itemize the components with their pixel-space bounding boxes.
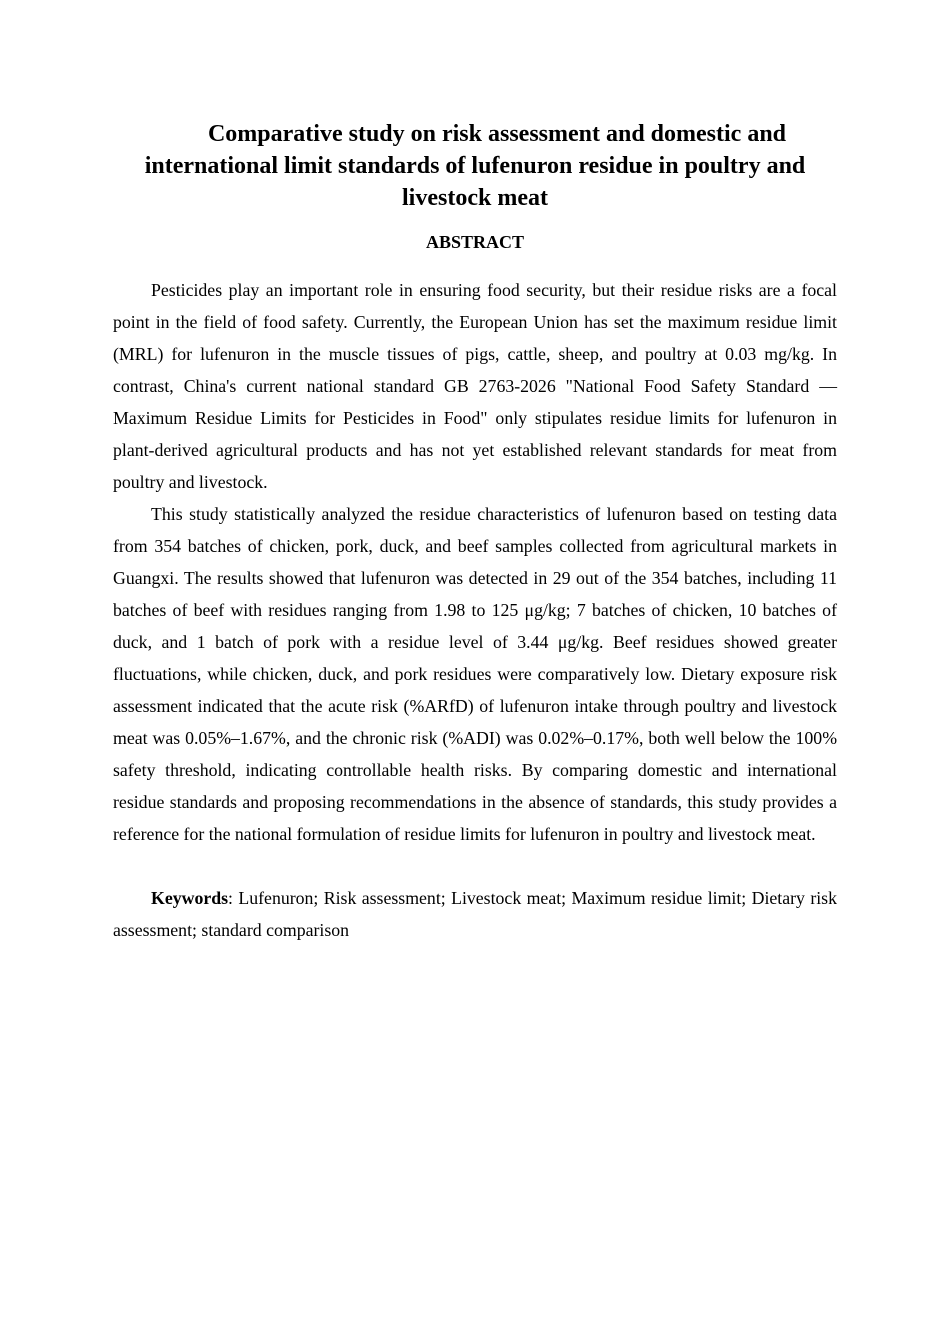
abstract-paragraph-2: This study statistically analyzed the residue characteristics of lufenuron based on testing data from 354 batches of chicken, pork, duck, and beef samples collected from agricultural markets in Guangxi. The results showed that lufenuron was detected in 29 out of the 354 batches, including 11 batches of beef with residues ranging from 1.98 to 125 μg/kg; 7 batches of chicken, 10 batches of duck, and 1 batch of pork with a residue level of 3.44 μg/kg. Beef residues showed greater fluctuations, while chicken, duck, and pork residues were comparatively low. Dietary exposure risk assessment indicated that the acute risk (%ARfD) of lufenuron intake through poultry and livestock meat was 0.05%–1.67%, and the chronic risk (%ADI) was 0.02%–0.17%, both well below the 100% safety threshold, indicating controllable health risks. By comparing domestic and international residue standards and proposing recommendations in the absence of standards, this study provides a reference for the national formulation of residue limits for lufenuron in poultry and livestock meat. [113, 504, 837, 844]
keywords-line [113, 882, 837, 946]
keywords-separator: : [228, 888, 239, 908]
abstract-body [113, 274, 837, 850]
abstract-heading: ABSTRACT [425, 232, 525, 252]
document-page [113, 118, 837, 946]
paper-title: Comparative study on risk assessment and domestic and international limit standards of lufenuron residue in poultry and livestock meat [144, 121, 806, 211]
keywords-text: Lufenuron; Risk assessment; Livestock meat; Maximum residue limit; Dietary risk assessment; standard comparison [113, 888, 837, 940]
abstract-paragraph-1: Pesticides play an important role in ensuring food security, but their residue risks are a focal point in the field of food safety. Currently, the European Union has set the maximum residue limit (MRL) for lufenuron in the muscle tissues of pigs, cattle, sheep, and poultry at 0.03 mg/kg. In contrast, China's current national standard GB 2763-2026 "National Food Safety Standard — Maximum Residue Limits for Pesticides in Food" only stipulates residue limits for lufenuron in plant-derived agricultural products and has not yet established relevant standards for meat from poultry and livestock. [113, 280, 837, 492]
keywords-label: Keywords [151, 888, 229, 908]
